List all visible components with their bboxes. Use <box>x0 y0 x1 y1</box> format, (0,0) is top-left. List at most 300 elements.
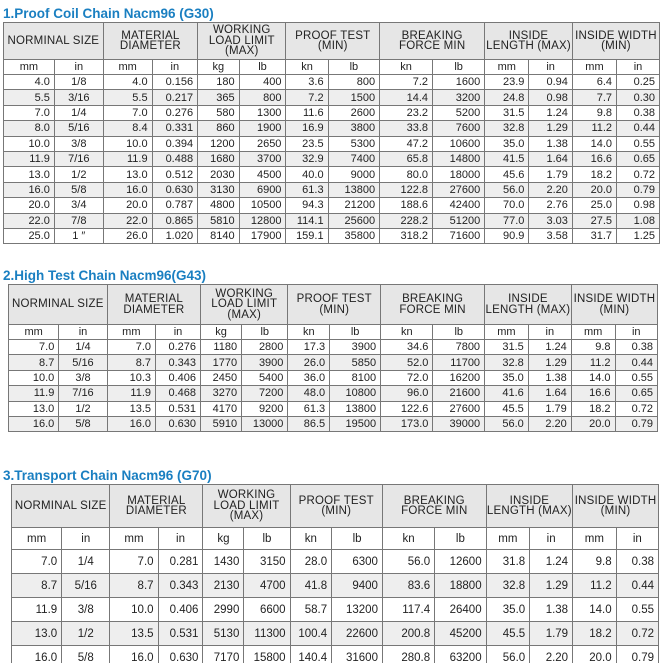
table-cell: 0.156 <box>152 75 198 90</box>
table-cell: 1.24 <box>528 340 571 355</box>
table-cell: 36.0 <box>288 370 330 385</box>
table-cell: 140.4 <box>290 646 332 663</box>
unit-header: kn <box>286 60 328 75</box>
table-cell: 2600 <box>328 105 380 120</box>
table-cell: 1680 <box>198 151 240 166</box>
table-cell: 70.0 <box>485 198 529 213</box>
table-row <box>4 151 660 166</box>
table-cell: 0.276 <box>152 105 198 120</box>
table-cell: 56.0 <box>485 416 529 431</box>
table-cell: 18000 <box>433 167 485 182</box>
table-cell: 25.0 <box>572 198 616 213</box>
section-title: 2.High Test Chain Nacm96(G43) <box>3 268 207 283</box>
table-cell: 1500 <box>328 90 380 105</box>
table-cell: 0.72 <box>615 401 658 416</box>
table-cell: 7170 <box>203 646 244 663</box>
unit-header: in <box>59 325 107 340</box>
table-cell: 16.0 <box>103 182 152 197</box>
table-cell: 13.5 <box>107 401 155 416</box>
table-cell: 0.406 <box>156 370 201 385</box>
table-cell: 26400 <box>435 598 486 622</box>
breaking-force-header: BREAKING FORCE MIN <box>380 23 485 60</box>
table-cell: 28.0 <box>290 550 332 574</box>
table-cell: 5/16 <box>62 574 110 598</box>
table-row <box>4 121 660 136</box>
table-cell: 7.7 <box>572 90 616 105</box>
table-cell: 1.020 <box>152 228 198 243</box>
table-cell: 10800 <box>330 386 381 401</box>
transport-chain-table <box>11 484 659 663</box>
table-cell: 4.0 <box>103 75 152 90</box>
unit-header: mm <box>110 528 158 550</box>
inside-width-header: INSIDE WIDTH (MIN) <box>572 23 659 60</box>
table-cell: 1/2 <box>62 622 110 646</box>
table-cell: 90.9 <box>485 228 529 243</box>
table-cell: 71600 <box>433 228 485 243</box>
table-cell: 400 <box>239 75 286 90</box>
table-cell: 16.0 <box>107 416 155 431</box>
table-cell: 3700 <box>239 151 286 166</box>
table-cell: 4700 <box>244 574 290 598</box>
table-cell: 42400 <box>433 198 485 213</box>
table-cell: 3/8 <box>54 136 103 151</box>
high-test-chain-table <box>8 284 658 432</box>
table-cell: 41.8 <box>290 574 332 598</box>
table-cell: 3.58 <box>529 228 573 243</box>
table-cell: 13.0 <box>103 167 152 182</box>
table-cell: 14.0 <box>571 370 615 385</box>
table-cell: 1/4 <box>62 550 110 574</box>
unit-header: in <box>616 528 658 550</box>
table-cell: 180 <box>198 75 240 90</box>
table-cell: 22.0 <box>4 213 55 228</box>
table-cell: 7.0 <box>110 550 158 574</box>
table-cell: 1.38 <box>529 136 573 151</box>
table-row <box>12 622 659 646</box>
transport-chain-section <box>0 468 665 663</box>
table-cell: 5/16 <box>54 121 103 136</box>
size-header: NORMINAL SIZE <box>12 485 110 528</box>
table-row <box>4 105 660 120</box>
table-cell: 200.8 <box>382 622 434 646</box>
table-cell: 1.25 <box>617 228 660 243</box>
table-cell: 1.24 <box>530 550 573 574</box>
table-cell: 14800 <box>433 151 485 166</box>
table-cell: 34.6 <box>381 340 433 355</box>
table-cell: 16.9 <box>286 121 328 136</box>
inside-length-header: INSIDE LENGTH (MAX) <box>485 23 573 60</box>
table-cell: 7.0 <box>12 550 62 574</box>
unit-header: mm <box>486 528 530 550</box>
table-cell: 2650 <box>239 136 286 151</box>
table-cell: 1600 <box>433 75 485 90</box>
table-cell: 31.5 <box>485 340 529 355</box>
working-load-header: WORKING LOAD LIMIT (MAX) <box>201 285 288 325</box>
table-cell: 8.7 <box>107 355 155 370</box>
table-cell: 35800 <box>328 228 380 243</box>
table-row <box>4 90 660 105</box>
table-cell: 80.0 <box>380 167 433 182</box>
table-cell: 2800 <box>242 340 288 355</box>
table-cell: 21200 <box>328 198 380 213</box>
table-cell: 1430 <box>203 550 244 574</box>
table-cell: 3900 <box>330 340 381 355</box>
table-cell: 3.03 <box>529 213 573 228</box>
table-cell: 8.7 <box>110 574 158 598</box>
breaking-force-header: BREAKING FORCE MIN <box>382 485 486 528</box>
unit-header: lb <box>433 60 485 75</box>
table-cell: 5810 <box>198 213 240 228</box>
table-cell: 0.331 <box>152 121 198 136</box>
table-cell: 15800 <box>244 646 290 663</box>
table-cell: 25.0 <box>4 228 55 243</box>
inside-width-header: INSIDE WIDTH (MIN) <box>571 285 657 325</box>
table-cell: 17900 <box>239 228 286 243</box>
table-cell: 72.0 <box>381 370 433 385</box>
table-cell: 4170 <box>201 401 242 416</box>
table-row <box>9 370 658 385</box>
table-cell: 0.406 <box>158 598 203 622</box>
table-cell: 2.20 <box>528 416 571 431</box>
table-cell: 3/8 <box>62 598 110 622</box>
table-cell: 13.0 <box>4 167 55 182</box>
table-cell: 2130 <box>203 574 244 598</box>
table-cell: 0.72 <box>617 167 660 182</box>
table-cell: 1/2 <box>54 167 103 182</box>
table-cell: 32.8 <box>486 574 530 598</box>
table-cell: 122.8 <box>380 182 433 197</box>
table-cell: 7800 <box>433 340 485 355</box>
table-cell: 31600 <box>332 646 383 663</box>
table-cell: 3800 <box>328 121 380 136</box>
table-cell: 17.3 <box>288 340 330 355</box>
table-cell: 5/8 <box>54 182 103 197</box>
table-cell: 117.4 <box>382 598 434 622</box>
table-cell: 3/16 <box>54 90 103 105</box>
table-cell: 27.5 <box>572 213 616 228</box>
table-cell: 11.9 <box>9 386 59 401</box>
table-cell: 1.29 <box>529 121 573 136</box>
table-cell: 20.0 <box>572 182 616 197</box>
table-cell: 20.0 <box>4 198 55 213</box>
table-cell: 1.79 <box>530 622 573 646</box>
unit-header: in <box>54 60 103 75</box>
table-cell: 0.79 <box>615 416 658 431</box>
table-cell: 7.0 <box>9 340 59 355</box>
table-cell: 5400 <box>242 370 288 385</box>
inside-length-header: INSIDE LENGTH (MAX) <box>486 485 572 528</box>
table-cell: 13.5 <box>110 622 158 646</box>
size-header: NORMINAL SIZE <box>4 23 104 60</box>
table-cell: 0.72 <box>616 622 658 646</box>
table-cell: 13.0 <box>12 622 62 646</box>
table-cell: 7200 <box>242 386 288 401</box>
table-cell: 4500 <box>239 167 286 182</box>
table-cell: 5.5 <box>4 90 55 105</box>
table-cell: 10500 <box>239 198 286 213</box>
table-cell: 40.0 <box>286 167 328 182</box>
table-cell: 3900 <box>242 355 288 370</box>
unit-header: mm <box>485 60 529 75</box>
table-cell: 5200 <box>433 105 485 120</box>
table-cell: 86.5 <box>288 416 330 431</box>
table-cell: 14.0 <box>573 598 617 622</box>
table-cell: 35.0 <box>486 598 530 622</box>
table-cell: 22.0 <box>103 213 152 228</box>
table-cell: 1/2 <box>59 401 107 416</box>
table-cell: 18.2 <box>573 622 617 646</box>
table-cell: 100.4 <box>290 622 332 646</box>
table-cell: 0.65 <box>615 386 658 401</box>
table-cell: 7.0 <box>103 105 152 120</box>
table-cell: 10600 <box>433 136 485 151</box>
unit-header: kn <box>290 528 332 550</box>
table-cell: 12800 <box>239 213 286 228</box>
table-cell: 1.24 <box>529 105 573 120</box>
table-cell: 11.2 <box>573 574 617 598</box>
table-row <box>12 574 659 598</box>
unit-header: in <box>530 528 573 550</box>
table-cell: 5/8 <box>59 416 107 431</box>
working-load-header: WORKING LOAD LIMIT (MAX) <box>203 485 290 528</box>
proof-coil-chain-table <box>3 22 660 244</box>
unit-header: in <box>529 60 573 75</box>
table-cell: 61.3 <box>286 182 328 197</box>
table-cell: 8140 <box>198 228 240 243</box>
working-load-header: WORKING LOAD LIMIT (MAX) <box>198 23 286 60</box>
table-cell: 0.343 <box>156 355 201 370</box>
table-cell: 0.630 <box>156 416 201 431</box>
table-cell: 21600 <box>433 386 485 401</box>
table-cell: 32.9 <box>286 151 328 166</box>
table-cell: 6300 <box>332 550 383 574</box>
table-cell: 3270 <box>201 386 242 401</box>
table-row <box>9 355 658 370</box>
table-cell: 0.38 <box>615 340 658 355</box>
table-cell: 26.0 <box>288 355 330 370</box>
table-cell: 33.8 <box>380 121 433 136</box>
table-cell: 32.8 <box>485 121 529 136</box>
table-cell: 5300 <box>328 136 380 151</box>
table-cell: 0.79 <box>617 182 660 197</box>
table-cell: 11.9 <box>103 151 152 166</box>
unit-header: in <box>152 60 198 75</box>
table-cell: 13000 <box>242 416 288 431</box>
unit-header: mm <box>12 528 62 550</box>
table-cell: 2.20 <box>529 182 573 197</box>
table-cell: 1.79 <box>528 401 571 416</box>
table-cell: 10.0 <box>103 136 152 151</box>
table-cell: 0.98 <box>617 198 660 213</box>
table-row <box>4 75 660 90</box>
table-cell: 1.08 <box>617 213 660 228</box>
table-cell: 2450 <box>201 370 242 385</box>
table-cell: 83.6 <box>382 574 434 598</box>
table-cell: 0.30 <box>617 90 660 105</box>
table-cell: 20.0 <box>571 416 615 431</box>
table-cell: 3.6 <box>286 75 328 90</box>
table-cell: 24.8 <box>485 90 529 105</box>
table-cell: 0.787 <box>152 198 198 213</box>
section-title: 3.Transport Chain Nacm96 (G70) <box>3 468 212 483</box>
table-row <box>9 340 658 355</box>
table-cell: 63200 <box>435 646 486 663</box>
table-row <box>4 198 660 213</box>
unit-header: kn <box>380 60 433 75</box>
table-cell: 10.0 <box>110 598 158 622</box>
table-cell: 61.3 <box>288 401 330 416</box>
table-cell: 31.5 <box>485 105 529 120</box>
table-cell: 0.25 <box>617 75 660 90</box>
table-cell: 800 <box>328 75 380 90</box>
unit-header: lb <box>244 528 290 550</box>
diameter-header: MATERIAL DIAMETER <box>107 285 200 325</box>
table-cell: 52.0 <box>381 355 433 370</box>
table-cell: 18.2 <box>571 401 615 416</box>
table-row <box>9 416 658 431</box>
table-cell: 31.7 <box>572 228 616 243</box>
table-cell: 2030 <box>198 167 240 182</box>
table-cell: 0.55 <box>616 598 658 622</box>
unit-header: in <box>528 325 571 340</box>
table-cell: 0.38 <box>617 105 660 120</box>
table-cell: 228.2 <box>380 213 433 228</box>
table-cell: 114.1 <box>286 213 328 228</box>
table-row <box>12 598 659 622</box>
table-cell: 39000 <box>433 416 485 431</box>
table-row <box>12 550 659 574</box>
table-cell: 580 <box>198 105 240 120</box>
unit-header: in <box>617 60 660 75</box>
unit-header: in <box>615 325 658 340</box>
table-cell: 2.76 <box>529 198 573 213</box>
table-cell: 35.0 <box>485 370 529 385</box>
table-cell: 94.3 <box>286 198 328 213</box>
table-cell: 7600 <box>433 121 485 136</box>
table-cell: 7/16 <box>54 151 103 166</box>
table-cell: 3200 <box>433 90 485 105</box>
unit-header: lb <box>242 325 288 340</box>
table-cell: 9000 <box>328 167 380 182</box>
unit-header: lb <box>332 528 383 550</box>
table-cell: 0.55 <box>615 370 658 385</box>
table-cell: 11.2 <box>572 121 616 136</box>
table-cell: 0.94 <box>529 75 573 90</box>
table-cell: 1180 <box>201 340 242 355</box>
table-cell: 11300 <box>244 622 290 646</box>
table-cell: 41.5 <box>485 151 529 166</box>
table-cell: 11.9 <box>12 598 62 622</box>
unit-header: lb <box>435 528 486 550</box>
table-cell: 11700 <box>433 355 485 370</box>
table-row <box>4 167 660 182</box>
table-row <box>4 136 660 151</box>
table-cell: 1 ″ <box>54 228 103 243</box>
table-cell: 0.98 <box>529 90 573 105</box>
unit-header: mm <box>107 325 155 340</box>
table-cell: 0.217 <box>152 90 198 105</box>
table-cell: 9.8 <box>572 105 616 120</box>
table-cell: 13.0 <box>9 401 59 416</box>
table-cell: 3/8 <box>59 370 107 385</box>
unit-header: lb <box>328 60 380 75</box>
table-cell: 19500 <box>330 416 381 431</box>
unit-header: kn <box>288 325 330 340</box>
table-cell: 16200 <box>433 370 485 385</box>
table-cell: 5/16 <box>59 355 107 370</box>
inside-width-header: INSIDE WIDTH (MIN) <box>573 485 659 528</box>
table-cell: 8100 <box>330 370 381 385</box>
unit-header: kg <box>203 528 244 550</box>
unit-header: kg <box>201 325 242 340</box>
table-cell: 1770 <box>201 355 242 370</box>
table-cell: 318.2 <box>380 228 433 243</box>
table-cell: 7.0 <box>4 105 55 120</box>
table-cell: 23.9 <box>485 75 529 90</box>
proof-test-header: PROOF TEST (MIN) <box>286 23 380 60</box>
table-cell: 45200 <box>435 622 486 646</box>
table-cell: 13800 <box>328 182 380 197</box>
unit-header: lb <box>330 325 381 340</box>
table-cell: 1/8 <box>54 75 103 90</box>
table-cell: 1.29 <box>530 574 573 598</box>
table-cell: 7.2 <box>380 75 433 90</box>
table-cell: 280.8 <box>382 646 434 663</box>
table-cell: 11.9 <box>107 386 155 401</box>
table-cell: 65.8 <box>380 151 433 166</box>
table-cell: 0.512 <box>152 167 198 182</box>
table-cell: 3130 <box>198 182 240 197</box>
table-cell: 56.0 <box>486 646 530 663</box>
proof-coil-chain-section <box>0 6 665 244</box>
table-cell: 27600 <box>433 182 485 197</box>
table-cell: 1.38 <box>528 370 571 385</box>
table-cell: 0.65 <box>617 151 660 166</box>
table-cell: 8.0 <box>4 121 55 136</box>
table-cell: 0.488 <box>152 151 198 166</box>
unit-header: kn <box>381 325 433 340</box>
table-cell: 2990 <box>203 598 244 622</box>
table-cell: 6600 <box>244 598 290 622</box>
table-cell: 4800 <box>198 198 240 213</box>
unit-header: in <box>158 528 203 550</box>
table-cell: 45.5 <box>485 401 529 416</box>
unit-header: kn <box>382 528 434 550</box>
table-cell: 0.343 <box>158 574 203 598</box>
table-cell: 7400 <box>328 151 380 166</box>
table-cell: 7/16 <box>59 386 107 401</box>
table-cell: 0.865 <box>152 213 198 228</box>
proof-test-header: PROOF TEST (MIN) <box>288 285 381 325</box>
table-cell: 365 <box>198 90 240 105</box>
table-cell: 3/4 <box>54 198 103 213</box>
table-cell: 122.6 <box>381 401 433 416</box>
table-cell: 0.531 <box>156 401 201 416</box>
unit-header: mm <box>485 325 529 340</box>
table-cell: 9.8 <box>573 550 617 574</box>
table-cell: 9200 <box>242 401 288 416</box>
table-cell: 16.0 <box>110 646 158 663</box>
table-cell: 1.79 <box>529 167 573 182</box>
table-cell: 11.2 <box>571 355 615 370</box>
table-row <box>4 228 660 243</box>
table-cell: 9400 <box>332 574 383 598</box>
proof-test-header: PROOF TEST (MIN) <box>290 485 382 528</box>
table-row <box>9 386 658 401</box>
table-row <box>4 182 660 197</box>
table-cell: 58.7 <box>290 598 332 622</box>
breaking-force-header: BREAKING FORCE MIN <box>381 285 485 325</box>
